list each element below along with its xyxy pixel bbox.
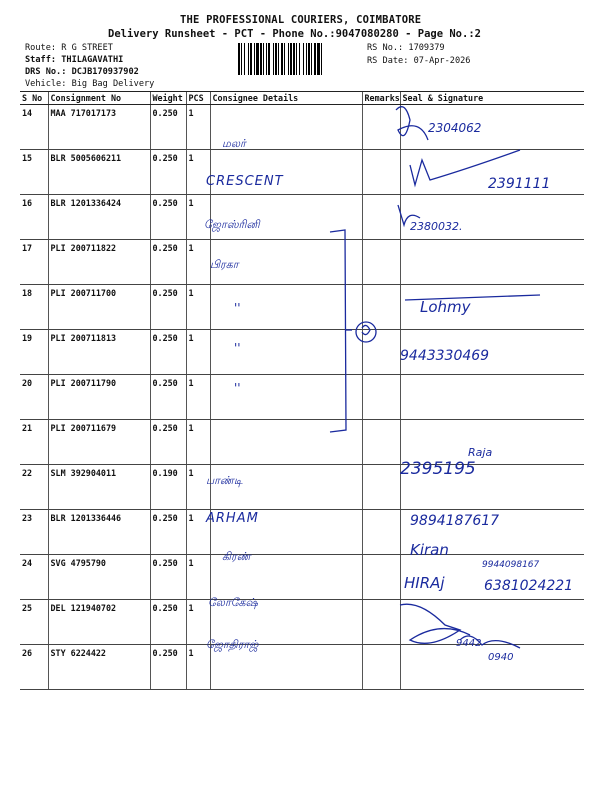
barcode-bar [306, 43, 307, 75]
hw-consignee-26: ஜோதிராஜ் [206, 638, 259, 651]
cell-consignee-details [210, 240, 362, 285]
hw-sign-23-phone: 9894187617 [410, 513, 500, 529]
col-weight: Weight [150, 92, 186, 105]
cell-consignee-details [210, 375, 362, 420]
barcode-bar [256, 43, 259, 75]
barcode-bar [260, 43, 262, 75]
cell-pcs: 1 [186, 150, 210, 195]
cell-seal-signature [400, 285, 584, 330]
cell-seal-signature [400, 420, 584, 465]
cell-consignee-details [210, 285, 362, 330]
cell-remarks [362, 555, 400, 600]
cell-consignment-no: PLI 200711822 [48, 240, 150, 285]
barcode-bar [284, 43, 285, 75]
cell-sno: 16 [20, 195, 48, 240]
cell-seal-signature [400, 510, 584, 555]
runsheet-table [20, 91, 584, 690]
table-row [20, 465, 584, 510]
cell-consignment-no: BLR 1201336446 [48, 510, 150, 555]
cell-seal-signature [400, 240, 584, 285]
cell-pcs: 1 [186, 285, 210, 330]
table-row [20, 555, 584, 600]
barcode-bar [250, 43, 252, 75]
hw-sign-16: 2380032. [410, 220, 463, 233]
cell-consignee-details [210, 150, 362, 195]
cell-seal-signature [400, 105, 584, 150]
cell-weight: 0.250 [150, 195, 186, 240]
col-consignment-no: Consignment No [48, 92, 150, 105]
cell-weight: 0.250 [150, 150, 186, 195]
cell-sno: 24 [20, 555, 48, 600]
cell-remarks [362, 240, 400, 285]
table-row [20, 510, 584, 555]
col-consignee-details: Consignee Details [210, 92, 362, 105]
cell-pcs: 1 [186, 600, 210, 645]
barcode-bar [288, 43, 289, 75]
cell-consignment-no: MAA 717017173 [48, 105, 150, 150]
cell-consignee-details [210, 645, 362, 690]
cell-consignment-no: PLI 200711813 [48, 330, 150, 375]
barcode-bar [278, 43, 279, 75]
cell-weight: 0.250 [150, 375, 186, 420]
hw-consignee-17: பிரகா [210, 258, 239, 271]
hw-consignee-24: கிரண் [222, 550, 251, 563]
cell-seal-signature [400, 195, 584, 240]
table-row [20, 195, 584, 240]
cell-pcs: 1 [186, 240, 210, 285]
rs-date: RS Date: 07-Apr-2026 [367, 56, 471, 66]
cell-consignment-no: PLI 200711679 [48, 420, 150, 465]
cell-weight: 0.250 [150, 510, 186, 555]
cell-consignee-details [210, 105, 362, 150]
cell-weight: 0.190 [150, 465, 186, 510]
hw-sign-24-name: Kiran [410, 541, 449, 559]
cell-seal-signature [400, 555, 584, 600]
cell-pcs: 1 [186, 105, 210, 150]
barcode-bar [299, 43, 300, 75]
cell-consignment-no: PLI 200711700 [48, 285, 150, 330]
drs-number: DRS No.: DCJB170937902 [25, 67, 139, 77]
hw-consignee-23: ARHAM [206, 511, 259, 526]
cell-consignment-no: BLR 5005606211 [48, 150, 150, 195]
cell-sno: 25 [20, 600, 48, 645]
cell-sno: 17 [20, 240, 48, 285]
barcode-bar [241, 43, 242, 75]
hw-consignee-15: CRESCENT [206, 174, 284, 189]
cell-consignee-details [210, 330, 362, 375]
cell-remarks [362, 465, 400, 510]
barcode-bar [311, 43, 312, 75]
cell-remarks [362, 645, 400, 690]
company-name: THE PROFESSIONAL COURIERS, COIMBATORE [180, 14, 422, 26]
cell-sno: 14 [20, 105, 48, 150]
cell-remarks [362, 330, 400, 375]
barcode-bar [238, 43, 240, 75]
hw-sign-25-phone: 6381024221 [484, 578, 574, 594]
barcode [238, 43, 360, 75]
barcode-bar [254, 43, 255, 75]
cell-seal-signature [400, 375, 584, 420]
table-row [20, 420, 584, 465]
barcode-bar [308, 43, 310, 75]
table-row [20, 375, 584, 420]
barcode-bar [293, 43, 295, 75]
cell-sno: 18 [20, 285, 48, 330]
hw-sign-25-name: HIRAj [404, 574, 445, 592]
cell-sno: 22 [20, 465, 48, 510]
cell-sno: 15 [20, 150, 48, 195]
vehicle-label: Vehicle: Big Bag Delivery [25, 79, 155, 89]
hw-sign-24-phone: 9944098167 [482, 560, 540, 570]
cell-consignee-details [210, 420, 362, 465]
cell-sno: 20 [20, 375, 48, 420]
cell-pcs: 1 [186, 375, 210, 420]
route-label: Route: R G STREET [25, 43, 113, 53]
cell-sno: 23 [20, 510, 48, 555]
barcode-bar [290, 43, 292, 75]
table-header-row [20, 92, 584, 105]
barcode-bar [263, 43, 264, 75]
col-sno: S No [20, 92, 48, 105]
hw-consignee-14: மலர் [222, 137, 246, 150]
cell-weight: 0.250 [150, 285, 186, 330]
cell-remarks [362, 105, 400, 150]
cell-pcs: 1 [186, 510, 210, 555]
cell-seal-signature [400, 330, 584, 375]
cell-consignment-no: STY 6224422 [48, 645, 150, 690]
cell-seal-signature [400, 150, 584, 195]
barcode-bar [248, 43, 249, 75]
hw-sign-19-phone: 9443330469 [400, 348, 490, 364]
cell-remarks [362, 285, 400, 330]
col-seal-signature: Seal & Signature [400, 92, 584, 105]
cell-remarks [362, 600, 400, 645]
cell-sno: 26 [20, 645, 48, 690]
hw-ditto-19: '' [234, 341, 241, 355]
hw-ditto-20: '' [234, 381, 241, 395]
table-row [20, 105, 584, 150]
rs-number: RS No.: 1709379 [367, 43, 445, 53]
cell-seal-signature [400, 645, 584, 690]
hw-sign-14: 2304062 [428, 121, 482, 135]
table-row [20, 600, 584, 645]
hw-sign-26-a: 9442 [456, 638, 482, 649]
cell-pcs: 1 [186, 465, 210, 510]
cell-consignment-no: BLR 1201336424 [48, 195, 150, 240]
runsheet-title: Delivery Runsheet - PCT - Phone No.:9047080280 - Page No.:2 [108, 28, 481, 40]
hw-consignee-22: பாண்டி [206, 474, 243, 487]
cell-consignee-details [210, 195, 362, 240]
barcode-bar [275, 43, 277, 75]
cell-consignment-no: SLM 392904011 [48, 465, 150, 510]
col-remarks: Remarks [362, 92, 400, 105]
cell-sno: 21 [20, 420, 48, 465]
cell-remarks [362, 150, 400, 195]
cell-weight: 0.250 [150, 420, 186, 465]
cell-weight: 0.250 [150, 600, 186, 645]
table-row [20, 240, 584, 285]
cell-weight: 0.250 [150, 330, 186, 375]
barcode-bar [268, 43, 270, 75]
barcode-bar [296, 43, 297, 75]
cell-weight: 0.250 [150, 240, 186, 285]
cell-weight: 0.250 [150, 555, 186, 600]
cell-pcs: 1 [186, 330, 210, 375]
cell-consignment-no: PLI 200711790 [48, 375, 150, 420]
cell-pcs: 1 [186, 195, 210, 240]
hw-consignee-16: ஜோஸ்ரினி [204, 218, 260, 231]
cell-seal-signature [400, 600, 584, 645]
barcode-bar [314, 43, 316, 75]
hw-sign-15: 2391111 [488, 176, 551, 192]
cell-weight: 0.250 [150, 645, 186, 690]
cell-weight: 0.250 [150, 105, 186, 150]
cell-consignment-no: DEL 121940702 [48, 600, 150, 645]
hw-sign-26-b: 0940 [488, 652, 514, 663]
table-row [20, 285, 584, 330]
hw-consignee-25: லோகேஷ் [208, 596, 258, 609]
hw-sign-22-name: Raja [468, 446, 493, 459]
barcode-bar [273, 43, 274, 75]
barcode-bar [281, 43, 283, 75]
cell-pcs: 1 [186, 420, 210, 465]
cell-seal-signature [400, 465, 584, 510]
table-row [20, 645, 584, 690]
cell-pcs: 1 [186, 645, 210, 690]
barcode-bar [303, 43, 304, 75]
hw-sign-22-number: 2395195 [400, 459, 476, 479]
cell-consignee-details [210, 465, 362, 510]
barcode-bar [321, 43, 322, 75]
cell-remarks [362, 510, 400, 555]
table-row [20, 330, 584, 375]
cell-pcs: 1 [186, 555, 210, 600]
cell-remarks [362, 195, 400, 240]
hw-sign-19-name: Lohmy [420, 298, 471, 316]
cell-sno: 19 [20, 330, 48, 375]
cell-consignee-details [210, 510, 362, 555]
staff-label: Staff: THILAGAVATHI [25, 55, 124, 65]
barcode-bar [244, 43, 245, 75]
cell-consignee-details [210, 600, 362, 645]
barcode-bar [317, 43, 320, 75]
cell-remarks [362, 420, 400, 465]
cell-consignee-details [210, 555, 362, 600]
col-pcs: PCS [186, 92, 210, 105]
hw-ditto-18: '' [234, 301, 241, 315]
barcode-bar [266, 43, 267, 75]
table-row [20, 150, 584, 195]
cell-consignment-no: SVG 4795790 [48, 555, 150, 600]
cell-remarks [362, 375, 400, 420]
